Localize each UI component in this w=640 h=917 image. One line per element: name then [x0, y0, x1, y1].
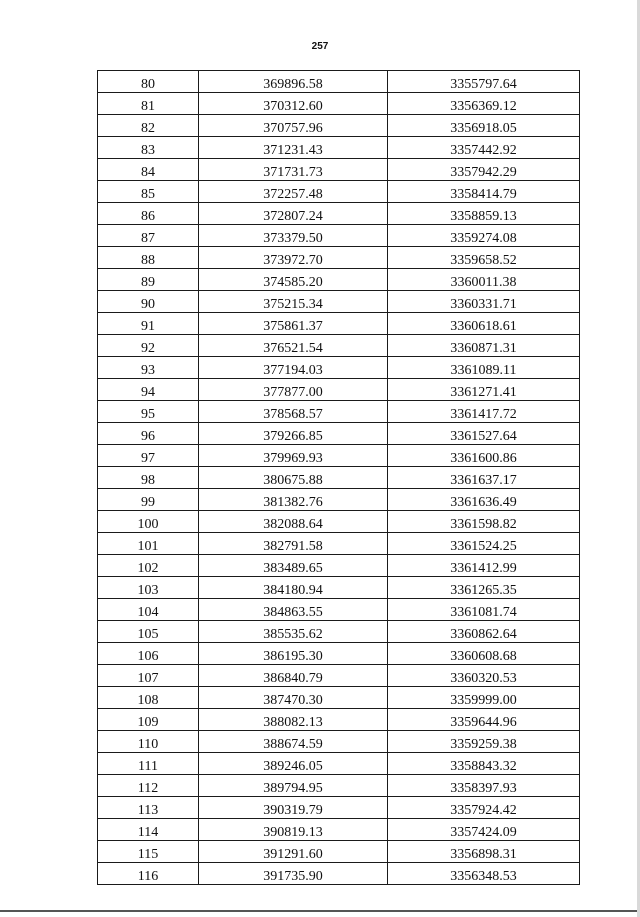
point-number-cell: 98 — [98, 467, 199, 489]
table-row — [98, 423, 580, 445]
y-coordinate-cell: 3361265.35 — [388, 577, 580, 599]
point-number-cell: 102 — [98, 555, 199, 577]
point-number-cell: 111 — [98, 753, 199, 775]
x-coordinate-cell: 370312.60 — [199, 93, 388, 115]
x-coordinate-cell: 370757.96 — [199, 115, 388, 137]
y-coordinate-cell: 3358859.13 — [388, 203, 580, 225]
point-number-cell: 80 — [98, 71, 199, 93]
y-coordinate-cell: 3361636.49 — [388, 489, 580, 511]
table-row — [98, 753, 580, 775]
table-row — [98, 445, 580, 467]
point-number-cell: 103 — [98, 577, 199, 599]
x-coordinate-cell: 372807.24 — [199, 203, 388, 225]
x-coordinate-cell: 380675.88 — [199, 467, 388, 489]
table-row — [98, 93, 580, 115]
point-number-cell: 86 — [98, 203, 199, 225]
x-coordinate-cell: 369896.58 — [199, 71, 388, 93]
y-coordinate-cell: 3358414.79 — [388, 181, 580, 203]
point-number-cell: 97 — [98, 445, 199, 467]
table-row — [98, 291, 580, 313]
point-number-cell: 101 — [98, 533, 199, 555]
y-coordinate-cell: 3356898.31 — [388, 841, 580, 863]
coordinate-table-body — [98, 71, 580, 885]
table-row — [98, 247, 580, 269]
y-coordinate-cell: 3361081.74 — [388, 599, 580, 621]
point-number-cell: 113 — [98, 797, 199, 819]
table-row — [98, 357, 580, 379]
y-coordinate-cell: 3359259.38 — [388, 731, 580, 753]
x-coordinate-cell: 386195.30 — [199, 643, 388, 665]
x-coordinate-cell: 383489.65 — [199, 555, 388, 577]
x-coordinate-cell: 384180.94 — [199, 577, 388, 599]
x-coordinate-cell: 377194.03 — [199, 357, 388, 379]
y-coordinate-cell: 3361600.86 — [388, 445, 580, 467]
table-row — [98, 841, 580, 863]
x-coordinate-cell: 371731.73 — [199, 159, 388, 181]
table-row — [98, 775, 580, 797]
point-number-cell: 93 — [98, 357, 199, 379]
x-coordinate-cell: 377877.00 — [199, 379, 388, 401]
table-row — [98, 797, 580, 819]
y-coordinate-cell: 3359274.08 — [388, 225, 580, 247]
x-coordinate-cell: 388082.13 — [199, 709, 388, 731]
table-row — [98, 313, 580, 335]
y-coordinate-cell: 3355797.64 — [388, 71, 580, 93]
point-number-cell: 104 — [98, 599, 199, 621]
x-coordinate-cell: 390319.79 — [199, 797, 388, 819]
point-number-cell: 105 — [98, 621, 199, 643]
page-bottom-edge — [0, 910, 640, 912]
x-coordinate-cell: 378568.57 — [199, 401, 388, 423]
point-number-cell: 108 — [98, 687, 199, 709]
table-row — [98, 401, 580, 423]
x-coordinate-cell: 390819.13 — [199, 819, 388, 841]
x-coordinate-cell: 379969.93 — [199, 445, 388, 467]
table-row — [98, 687, 580, 709]
y-coordinate-cell: 3361637.17 — [388, 467, 580, 489]
table-row — [98, 621, 580, 643]
table-row — [98, 731, 580, 753]
x-coordinate-cell: 386840.79 — [199, 665, 388, 687]
table-row — [98, 335, 580, 357]
point-number-cell: 81 — [98, 93, 199, 115]
page-number: 257 — [311, 41, 329, 52]
x-coordinate-cell: 375215.34 — [199, 291, 388, 313]
point-number-cell: 112 — [98, 775, 199, 797]
table-row — [98, 379, 580, 401]
table-row — [98, 533, 580, 555]
point-number-cell: 90 — [98, 291, 199, 313]
y-coordinate-cell: 3357442.92 — [388, 137, 580, 159]
x-coordinate-cell: 384863.55 — [199, 599, 388, 621]
point-number-cell: 96 — [98, 423, 199, 445]
y-coordinate-cell: 3358397.93 — [388, 775, 580, 797]
y-coordinate-cell: 3356369.12 — [388, 93, 580, 115]
x-coordinate-cell: 371231.43 — [199, 137, 388, 159]
table-row — [98, 159, 580, 181]
point-number-cell: 109 — [98, 709, 199, 731]
table-row — [98, 115, 580, 137]
x-coordinate-cell: 375861.37 — [199, 313, 388, 335]
point-number-cell: 82 — [98, 115, 199, 137]
y-coordinate-cell: 3359999.00 — [388, 687, 580, 709]
point-number-cell: 106 — [98, 643, 199, 665]
x-coordinate-cell: 391291.60 — [199, 841, 388, 863]
x-coordinate-cell: 389246.05 — [199, 753, 388, 775]
y-coordinate-cell: 3360862.64 — [388, 621, 580, 643]
table-row — [98, 555, 580, 577]
table-row — [98, 643, 580, 665]
table-row — [98, 71, 580, 93]
y-coordinate-cell: 3361524.25 — [388, 533, 580, 555]
y-coordinate-cell: 3360011.38 — [388, 269, 580, 291]
point-number-cell: 114 — [98, 819, 199, 841]
table-row — [98, 709, 580, 731]
y-coordinate-cell: 3357924.42 — [388, 797, 580, 819]
point-number-cell: 116 — [98, 863, 199, 885]
table-row — [98, 467, 580, 489]
y-coordinate-cell: 3361271.41 — [388, 379, 580, 401]
y-coordinate-cell: 3360608.68 — [388, 643, 580, 665]
point-number-cell: 85 — [98, 181, 199, 203]
point-number-cell: 92 — [98, 335, 199, 357]
x-coordinate-cell: 391735.90 — [199, 863, 388, 885]
y-coordinate-cell: 3361417.72 — [388, 401, 580, 423]
y-coordinate-cell: 3360618.61 — [388, 313, 580, 335]
table-row — [98, 181, 580, 203]
point-number-cell: 99 — [98, 489, 199, 511]
y-coordinate-cell: 3356348.53 — [388, 863, 580, 885]
table-row — [98, 863, 580, 885]
table-row — [98, 665, 580, 687]
point-number-cell: 95 — [98, 401, 199, 423]
x-coordinate-cell: 382088.64 — [199, 511, 388, 533]
point-number-cell: 87 — [98, 225, 199, 247]
table-row — [98, 269, 580, 291]
point-number-cell: 107 — [98, 665, 199, 687]
table-row — [98, 599, 580, 621]
table-row — [98, 577, 580, 599]
x-coordinate-cell: 379266.85 — [199, 423, 388, 445]
point-number-cell: 110 — [98, 731, 199, 753]
x-coordinate-cell: 372257.48 — [199, 181, 388, 203]
x-coordinate-cell: 389794.95 — [199, 775, 388, 797]
y-coordinate-cell: 3357942.29 — [388, 159, 580, 181]
point-number-cell: 88 — [98, 247, 199, 269]
y-coordinate-cell: 3360331.71 — [388, 291, 580, 313]
point-number-cell: 84 — [98, 159, 199, 181]
x-coordinate-cell: 385535.62 — [199, 621, 388, 643]
table-row — [98, 203, 580, 225]
y-coordinate-cell: 3360871.31 — [388, 335, 580, 357]
point-number-cell: 83 — [98, 137, 199, 159]
point-number-cell: 94 — [98, 379, 199, 401]
y-coordinate-cell: 3361412.99 — [388, 555, 580, 577]
point-number-cell: 91 — [98, 313, 199, 335]
x-coordinate-cell: 374585.20 — [199, 269, 388, 291]
x-coordinate-cell: 382791.58 — [199, 533, 388, 555]
y-coordinate-cell: 3356918.05 — [388, 115, 580, 137]
x-coordinate-cell: 376521.54 — [199, 335, 388, 357]
x-coordinate-cell: 387470.30 — [199, 687, 388, 709]
table-row — [98, 819, 580, 841]
table-row — [98, 489, 580, 511]
y-coordinate-cell: 3361089.11 — [388, 357, 580, 379]
point-number-cell: 100 — [98, 511, 199, 533]
table-row — [98, 137, 580, 159]
y-coordinate-cell: 3361527.64 — [388, 423, 580, 445]
point-number-cell: 115 — [98, 841, 199, 863]
y-coordinate-cell: 3358843.32 — [388, 753, 580, 775]
x-coordinate-cell: 373972.70 — [199, 247, 388, 269]
x-coordinate-cell: 388674.59 — [199, 731, 388, 753]
table-row — [98, 225, 580, 247]
x-coordinate-cell: 381382.76 — [199, 489, 388, 511]
coordinate-table — [97, 70, 580, 885]
point-number-cell: 89 — [98, 269, 199, 291]
table-row — [98, 511, 580, 533]
y-coordinate-cell: 3360320.53 — [388, 665, 580, 687]
x-coordinate-cell: 373379.50 — [199, 225, 388, 247]
y-coordinate-cell: 3359658.52 — [388, 247, 580, 269]
y-coordinate-cell: 3361598.82 — [388, 511, 580, 533]
y-coordinate-cell: 3359644.96 — [388, 709, 580, 731]
y-coordinate-cell: 3357424.09 — [388, 819, 580, 841]
